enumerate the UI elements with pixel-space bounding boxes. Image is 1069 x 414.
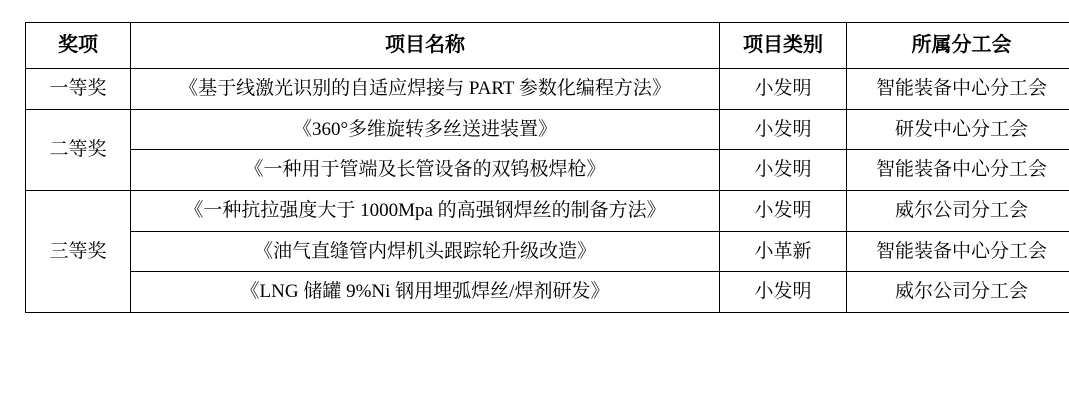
project-name-cell: 《油气直缝管内焊机头跟踪轮升级改造》 (131, 231, 720, 272)
table-row (26, 190, 1069, 231)
union-cell: 智能装备中心分工会 (847, 150, 1069, 191)
project-name-cell: 《LNG 储罐 9%Ni 钢用埋弧焊丝/焊剂研发》 (131, 272, 720, 313)
project-name-cell: 《360°多维旋转多丝送进装置》 (131, 109, 720, 150)
column-header-project-name: 项目名称 (131, 23, 720, 69)
project-type-cell: 小发明 (720, 272, 847, 313)
award-cell-second-prize: 二等奖 (26, 109, 131, 190)
union-cell: 威尔公司分工会 (847, 190, 1069, 231)
table-row (26, 109, 1069, 150)
table-header-row (26, 23, 1069, 69)
award-cell-third-prize: 三等奖 (26, 190, 131, 312)
union-cell: 智能装备中心分工会 (847, 69, 1069, 110)
project-name-cell: 《一种用于管端及长管设备的双钨极焊枪》 (131, 150, 720, 191)
table-row (26, 69, 1069, 110)
union-cell: 智能装备中心分工会 (847, 231, 1069, 272)
project-type-cell: 小发明 (720, 69, 847, 110)
column-header-award: 奖项 (26, 23, 131, 69)
column-header-union: 所属分工会 (847, 23, 1069, 69)
project-name-cell: 《一种抗拉强度大于 1000Mpa 的高强钢焊丝的制备方法》 (131, 190, 720, 231)
union-cell: 研发中心分工会 (847, 109, 1069, 150)
column-header-project-type: 项目类别 (720, 23, 847, 69)
award-table (25, 22, 1069, 313)
project-type-cell: 小发明 (720, 190, 847, 231)
table-row (26, 272, 1069, 313)
table-row (26, 231, 1069, 272)
table-row (26, 150, 1069, 191)
award-cell-first-prize: 一等奖 (26, 69, 131, 110)
project-type-cell: 小发明 (720, 109, 847, 150)
project-type-cell: 小发明 (720, 150, 847, 191)
project-name-cell: 《基于线激光识别的自适应焊接与 PART 参数化编程方法》 (131, 69, 720, 110)
union-cell: 威尔公司分工会 (847, 272, 1069, 313)
project-type-cell: 小革新 (720, 231, 847, 272)
